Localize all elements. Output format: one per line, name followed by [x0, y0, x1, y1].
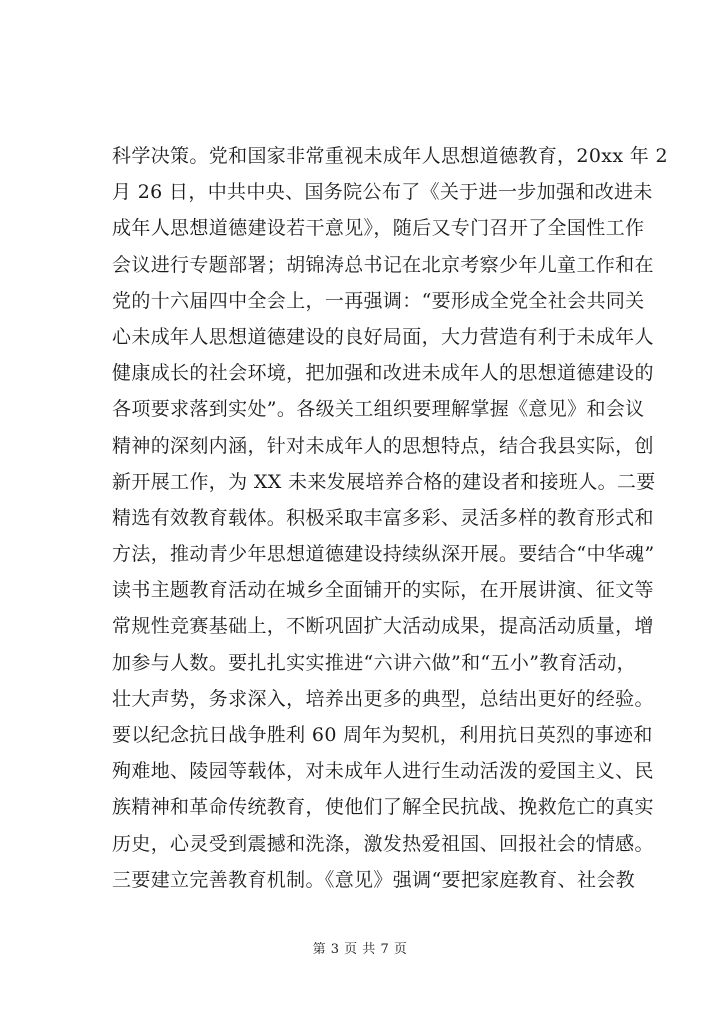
text-line: 要以纪念抗日战争胜利 60 周年为契机，利用抗日英烈的事迹和: [112, 724, 653, 746]
text-line: 方法，推动青少年思想道德建设持续纵深开展。要结合“中华魂”: [112, 543, 655, 566]
page-number-footer: 第 3 页 共 7 页: [312, 942, 408, 957]
text-line: 壮大声势，务求深入，培养出更多的典型，总结出更好的经验。: [112, 687, 654, 710]
text-line: 月 26 日，中共中央、国务院公布了《关于进一步加强和改进未: [112, 181, 653, 204]
text-line: 健康成长的社会环境，把加强和改进未成年人的思想道德建设的: [112, 362, 654, 385]
body-text: [112, 138, 668, 898]
text-line: 科学决策。党和国家非常重视未成年人思想道德教育，20xx 年 2: [112, 145, 668, 167]
text-line: 殉难地、陵园等载体，对未成年人进行生动活泼的爱国主义、民: [112, 760, 654, 783]
text-line: 会议进行专题部署；胡锦涛总书记在北京考察少年儿童工作和在: [112, 253, 654, 276]
text-line: 新开展工作，为 XX 未来发展培养合格的建设者和接班人。二要: [112, 470, 656, 493]
text-line: 党的十六届四中全会上，一再强调：“要形成全党全社会共同关: [112, 289, 645, 312]
text-line: 心未成年人思想道德建设的良好局面，大力营造有利于未成年人: [112, 325, 654, 348]
text-line: 读书主题教育活动在城乡全面铺开的实际，在开展讲演、征文等: [112, 579, 654, 602]
text-line: 常规性竞赛基础上，不断巩固扩大活动成果，提高活动质量，增: [112, 615, 654, 638]
text-line: 加参与人数。要扎扎实实推进“六讲六做”和“五小”教育活动，: [112, 651, 637, 674]
text-line: 精神的深刻内涵，针对未成年人的思想特点，结合我县实际，创: [112, 434, 654, 457]
text-line: 族精神和革命传统教育，使他们了解全民抗战、挽救危亡的真实: [112, 796, 654, 819]
text-line: 各项要求落到实处”。各级关工组织要理解掌握《意见》和会议: [112, 398, 645, 421]
text-line: 成年人思想道德建设若干意见》，随后又专门召开了全国性工作: [112, 217, 645, 240]
text-line: 历史，心灵受到震撼和洗涤，激发热爱祖国、回报社会的情感。: [112, 832, 654, 855]
text-line: 三要建立完善教育机制。《意见》强调“要把家庭教育、社会教: [112, 868, 636, 891]
text-line: 精选有效教育载体。积极采取丰富多彩、灵活多样的教育形式和: [112, 506, 654, 529]
